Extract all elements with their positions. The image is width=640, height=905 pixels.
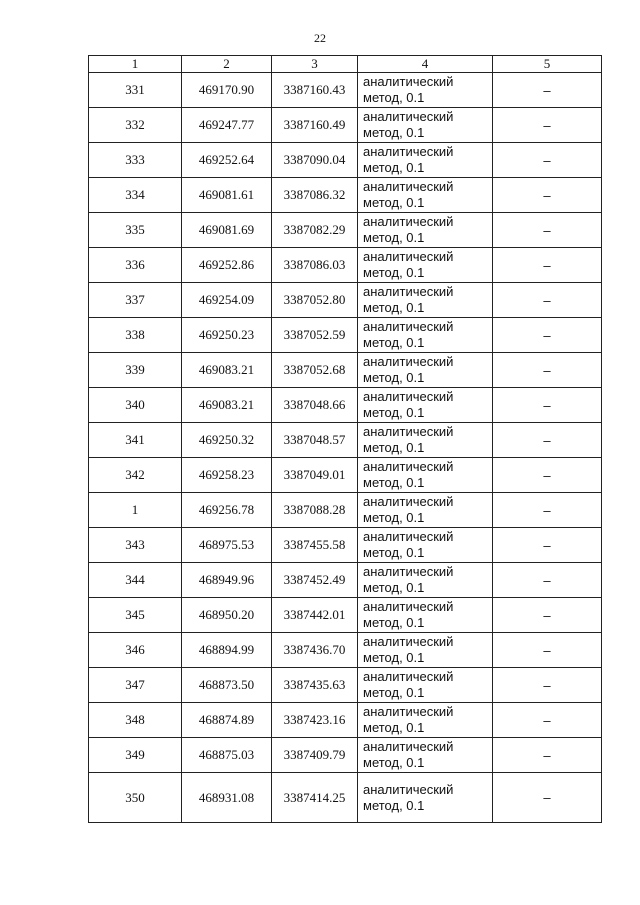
y-coordinate-cell: 3387442.01 (272, 598, 358, 633)
table-row (89, 528, 602, 563)
method-line-1: аналитический (363, 739, 454, 754)
method-line-1: аналитический (363, 424, 454, 439)
method-line-1: аналитический (363, 529, 454, 544)
method-cell (358, 73, 493, 108)
table-row (89, 178, 602, 213)
point-number-cell: 334 (89, 178, 182, 213)
table-body (89, 73, 602, 823)
method-line-2: метод, 0.1 (363, 580, 425, 595)
point-number-cell: 335 (89, 213, 182, 248)
column-header: 3 (272, 56, 358, 73)
method-line-2: метод, 0.1 (363, 685, 425, 700)
x-coordinate-cell: 468875.03 (182, 738, 272, 773)
extra-cell: – (493, 458, 602, 493)
method-line-1: аналитический (363, 354, 454, 369)
x-coordinate-cell: 469256.78 (182, 493, 272, 528)
method-cell (358, 318, 493, 353)
y-coordinate-cell: 3387086.03 (272, 248, 358, 283)
extra-cell: – (493, 563, 602, 598)
coordinates-table (88, 55, 602, 823)
y-coordinate-cell: 3387052.68 (272, 353, 358, 388)
y-coordinate-cell: 3387423.16 (272, 703, 358, 738)
point-number-cell: 341 (89, 423, 182, 458)
extra-cell: – (493, 598, 602, 633)
table-row (89, 108, 602, 143)
extra-cell: – (493, 178, 602, 213)
y-coordinate-cell: 3387090.04 (272, 143, 358, 178)
x-coordinate-cell: 469250.32 (182, 423, 272, 458)
method-line-2: метод, 0.1 (363, 405, 425, 420)
x-coordinate-cell: 469083.21 (182, 353, 272, 388)
y-coordinate-cell: 3387160.49 (272, 108, 358, 143)
extra-cell: – (493, 388, 602, 423)
method-cell (358, 108, 493, 143)
method-line-1: аналитический (363, 669, 454, 684)
method-line-1: аналитический (363, 704, 454, 719)
method-line-2: метод, 0.1 (363, 90, 425, 105)
extra-cell: – (493, 773, 602, 823)
point-number-cell: 342 (89, 458, 182, 493)
point-number-cell: 345 (89, 598, 182, 633)
table-row (89, 773, 602, 823)
extra-cell: – (493, 143, 602, 178)
y-coordinate-cell: 3387082.29 (272, 213, 358, 248)
method-cell (358, 213, 493, 248)
point-number-cell: 338 (89, 318, 182, 353)
method-line-2: метод, 0.1 (363, 755, 425, 770)
point-number-cell: 337 (89, 283, 182, 318)
point-number-cell: 344 (89, 563, 182, 598)
table-row (89, 388, 602, 423)
method-cell (358, 528, 493, 563)
method-line-2: метод, 0.1 (363, 545, 425, 560)
method-line-1: аналитический (363, 284, 454, 299)
header-row (89, 56, 602, 73)
extra-cell: – (493, 283, 602, 318)
method-line-2: метод, 0.1 (363, 335, 425, 350)
point-number-cell: 339 (89, 353, 182, 388)
point-number-cell: 336 (89, 248, 182, 283)
method-line-1: аналитический (363, 109, 454, 124)
table-row (89, 598, 602, 633)
extra-cell: – (493, 703, 602, 738)
method-cell (358, 773, 493, 823)
x-coordinate-cell: 468949.96 (182, 563, 272, 598)
point-number-cell: 347 (89, 668, 182, 703)
y-coordinate-cell: 3387052.59 (272, 318, 358, 353)
x-coordinate-cell: 469258.23 (182, 458, 272, 493)
method-line-2: метод, 0.1 (363, 125, 425, 140)
point-number-cell: 346 (89, 633, 182, 668)
y-coordinate-cell: 3387435.63 (272, 668, 358, 703)
method-line-1: аналитический (363, 459, 454, 474)
method-cell (358, 598, 493, 633)
method-cell (358, 423, 493, 458)
method-line-2: метод, 0.1 (363, 370, 425, 385)
method-line-1: аналитический (363, 389, 454, 404)
method-line-2: метод, 0.1 (363, 615, 425, 630)
y-coordinate-cell: 3387455.58 (272, 528, 358, 563)
y-coordinate-cell: 3387452.49 (272, 563, 358, 598)
table-row (89, 423, 602, 458)
point-number-cell: 349 (89, 738, 182, 773)
table-row (89, 563, 602, 598)
y-coordinate-cell: 3387088.28 (272, 493, 358, 528)
x-coordinate-cell: 469252.64 (182, 143, 272, 178)
y-coordinate-cell: 3387052.80 (272, 283, 358, 318)
method-cell (358, 668, 493, 703)
method-line-1: аналитический (363, 249, 454, 264)
method-line-1: аналитический (363, 214, 454, 229)
method-line-2: метод, 0.1 (363, 440, 425, 455)
method-cell (358, 493, 493, 528)
x-coordinate-cell: 468874.89 (182, 703, 272, 738)
method-line-1: аналитический (363, 564, 454, 579)
method-line-2: метод, 0.1 (363, 650, 425, 665)
x-coordinate-cell: 468873.50 (182, 668, 272, 703)
extra-cell: – (493, 248, 602, 283)
method-line-1: аналитический (363, 634, 454, 649)
extra-cell: – (493, 318, 602, 353)
method-cell (358, 178, 493, 213)
extra-cell: – (493, 528, 602, 563)
y-coordinate-cell: 3387048.66 (272, 388, 358, 423)
y-coordinate-cell: 3387414.25 (272, 773, 358, 823)
x-coordinate-cell: 469170.90 (182, 73, 272, 108)
extra-cell: – (493, 668, 602, 703)
x-coordinate-cell: 468950.20 (182, 598, 272, 633)
method-line-2: метод, 0.1 (363, 797, 425, 813)
table-row (89, 248, 602, 283)
method-cell (358, 703, 493, 738)
extra-cell: – (493, 493, 602, 528)
extra-cell: – (493, 633, 602, 668)
point-number-cell: 348 (89, 703, 182, 738)
method-line-2: метод, 0.1 (363, 265, 425, 280)
table-row (89, 318, 602, 353)
extra-cell: – (493, 738, 602, 773)
method-line-2: метод, 0.1 (363, 510, 425, 525)
table-row (89, 738, 602, 773)
table-row (89, 213, 602, 248)
point-number-cell: 343 (89, 528, 182, 563)
table-row (89, 703, 602, 738)
method-cell (358, 143, 493, 178)
method-line-2: метод, 0.1 (363, 300, 425, 315)
extra-cell: – (493, 73, 602, 108)
y-coordinate-cell: 3387049.01 (272, 458, 358, 493)
method-cell (358, 283, 493, 318)
x-coordinate-cell: 468931.08 (182, 773, 272, 823)
point-number-cell: 1 (89, 493, 182, 528)
method-line-2: метод, 0.1 (363, 160, 425, 175)
method-cell (358, 738, 493, 773)
method-line-1: аналитический (363, 599, 454, 614)
x-coordinate-cell: 469250.23 (182, 318, 272, 353)
method-line-2: метод, 0.1 (363, 720, 425, 735)
extra-cell: – (493, 108, 602, 143)
extra-cell: – (493, 353, 602, 388)
table-row (89, 493, 602, 528)
method-line-2: метод, 0.1 (363, 475, 425, 490)
x-coordinate-cell: 468894.99 (182, 633, 272, 668)
table-row (89, 73, 602, 108)
method-cell (358, 633, 493, 668)
table-row (89, 353, 602, 388)
x-coordinate-cell: 469247.77 (182, 108, 272, 143)
page-number: 22 (314, 31, 326, 45)
method-cell (358, 248, 493, 283)
method-line-2: метод, 0.1 (363, 230, 425, 245)
point-number-cell: 332 (89, 108, 182, 143)
method-line-1: аналитический (363, 494, 454, 509)
y-coordinate-cell: 3387409.79 (272, 738, 358, 773)
method-cell (358, 388, 493, 423)
extra-cell: – (493, 213, 602, 248)
method-line-1: аналитический (363, 179, 454, 194)
table-row (89, 633, 602, 668)
y-coordinate-cell: 3387160.43 (272, 73, 358, 108)
x-coordinate-cell: 469252.86 (182, 248, 272, 283)
x-coordinate-cell: 469081.69 (182, 213, 272, 248)
method-line-1: аналитический (363, 144, 454, 159)
method-line-2: метод, 0.1 (363, 195, 425, 210)
point-number-cell: 340 (89, 388, 182, 423)
table-row (89, 458, 602, 493)
method-cell (358, 458, 493, 493)
method-cell (358, 563, 493, 598)
table-row (89, 143, 602, 178)
y-coordinate-cell: 3387436.70 (272, 633, 358, 668)
point-number-cell: 350 (89, 773, 182, 823)
x-coordinate-cell: 469081.61 (182, 178, 272, 213)
x-coordinate-cell: 469083.21 (182, 388, 272, 423)
method-line-1: аналитический (363, 74, 454, 89)
table-row (89, 283, 602, 318)
x-coordinate-cell: 468975.53 (182, 528, 272, 563)
y-coordinate-cell: 3387086.32 (272, 178, 358, 213)
column-header: 4 (358, 56, 493, 73)
table-row (89, 668, 602, 703)
column-header: 5 (493, 56, 602, 73)
x-coordinate-cell: 469254.09 (182, 283, 272, 318)
point-number-cell: 333 (89, 143, 182, 178)
point-number-cell: 331 (89, 73, 182, 108)
method-cell (358, 353, 493, 388)
method-line-1: аналитический (363, 319, 454, 334)
extra-cell: – (493, 423, 602, 458)
y-coordinate-cell: 3387048.57 (272, 423, 358, 458)
method-line-1: аналитический (363, 781, 454, 797)
column-header: 2 (182, 56, 272, 73)
column-header: 1 (89, 56, 182, 73)
